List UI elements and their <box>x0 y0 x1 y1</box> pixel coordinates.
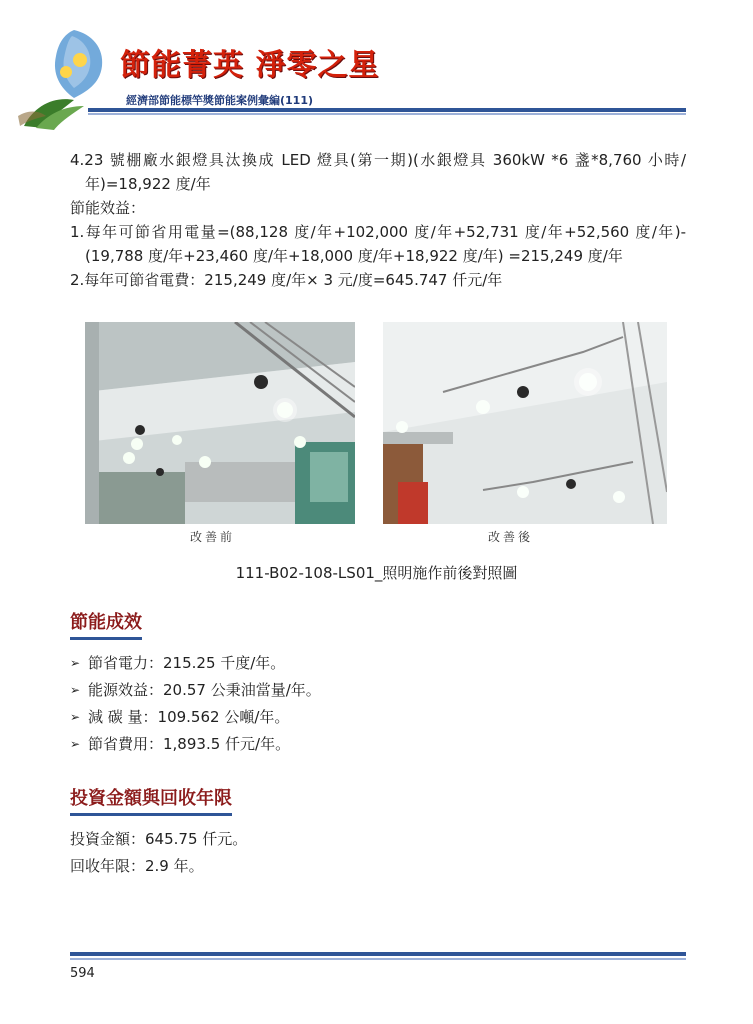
header-rule <box>88 108 686 112</box>
investment-details <box>70 826 247 880</box>
photo-before <box>85 322 355 524</box>
section-heading-savings: 節能成效 <box>70 608 142 640</box>
item-line-1: 4.23 號棚廠水銀燈具汰換成 LED 燈具(第一期)(水銀燈具 360kW *6 盞*8,760 小時/ <box>70 151 686 169</box>
list-item-text: 能源效益：20.57 公秉油當量/年。 <box>88 681 321 699</box>
arrow-bullet-icon: ➢ <box>70 737 81 751</box>
list-item <box>70 731 321 758</box>
item-line-2: 年)=18,922 度/年 <box>85 175 211 193</box>
header-rule-thin <box>88 113 686 115</box>
investment-amount: 投資金額：645.75 仟元。 <box>70 830 248 848</box>
section-heading-investment: 投資金額與回收年限 <box>70 784 232 816</box>
page-number: 594 <box>70 966 95 981</box>
list-item <box>70 704 321 731</box>
calc-2: 2.每年可節省電費：215,249 度/年× 3 元/度=645.747 仟元/年 <box>70 271 503 289</box>
photo-after-label: 改善後 <box>488 530 534 544</box>
photo-caption: 111-B02-108-LS01_照明施作前後對照圖 <box>235 564 518 582</box>
taiwan-leaf-logo-icon <box>14 26 134 131</box>
benefit-label: 節能效益： <box>70 199 146 217</box>
savings-list <box>70 650 321 758</box>
list-item-text: 節省電力：215.25 千度/年。 <box>88 654 286 672</box>
footer-rule-thin <box>70 958 686 960</box>
page-header <box>0 0 753 140</box>
body-text <box>70 148 686 292</box>
calc-1-line-1: 1.每年可節省用電量=(88,128 度/年+102,000 度/年+52,731 度/年+52,560 度/年)- <box>70 223 686 241</box>
photo-before-label: 改善前 <box>190 530 236 544</box>
arrow-bullet-icon: ➢ <box>70 710 81 724</box>
list-item <box>70 677 321 704</box>
header-subtitle: 經濟部節能標竿獎節能案例彙編(111) <box>126 94 314 107</box>
footer-rule <box>70 952 686 956</box>
calc-1-line-2: (19,788 度/年+23,460 度/年+18,000 度/年+18,922 度/年) =215,249 度/年 <box>85 247 623 265</box>
list-item-text: 減 碳 量：109.562 公噸/年。 <box>88 708 290 726</box>
payback-period: 回收年限：2.9 年。 <box>70 857 204 875</box>
arrow-bullet-icon: ➢ <box>70 656 81 670</box>
comparison-photos <box>85 322 667 552</box>
warehouse-ceiling-before-image <box>85 322 355 524</box>
warehouse-ceiling-after-image <box>383 322 667 524</box>
header-title: 節能菁英 淨零之星 <box>120 48 380 83</box>
arrow-bullet-icon: ➢ <box>70 683 81 697</box>
photo-after <box>383 322 667 524</box>
list-item-text: 節省費用：1,893.5 仟元/年。 <box>88 735 291 753</box>
list-item <box>70 650 321 677</box>
